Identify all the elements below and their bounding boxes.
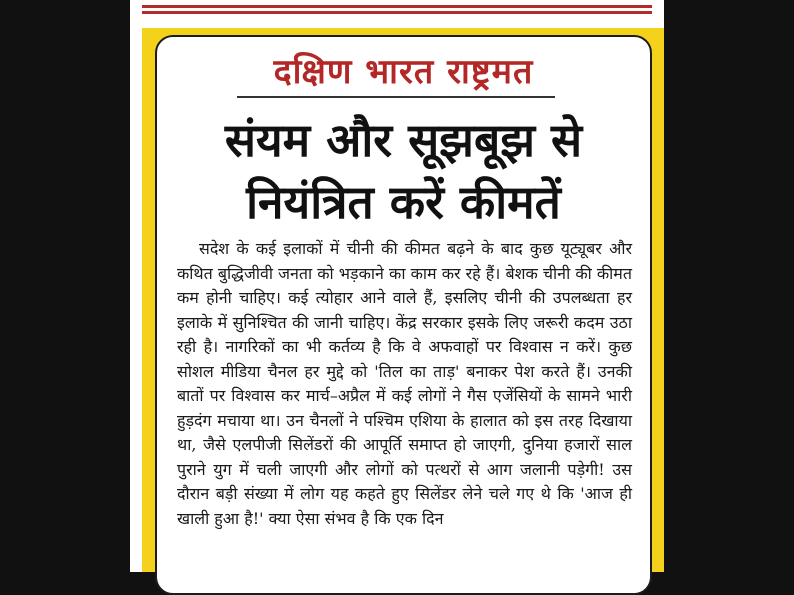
- top-rule: [142, 5, 652, 8]
- top-rule-second: [142, 11, 652, 14]
- article-paragraph: सदेश के कई इलाकों में चीनी की कीमत बढ़ने के बाद कुछ यूट्यूबर और कथित बुद्धिजीवी जनता को भड़काने का काम कर रहे हैं। बेशक चीनी की कीमत कम होनी चाहिए। कई त्योहार आने वाले हैं, इसलिए चीनी की उपलब्धता हर इलाके में सुनिश्चित की जानी चाहिए। केंद्र सरकार इसके लिए जरूरी कदम उठा रही है। नागरिकों का भी कर्तव्य है कि वे अफवाहों पर विश्वास न करें। कुछ सोशल मीडिया चैनल हर मुद्दे को 'तिल का ताड़' बनाकर पेश करते हैं। उनकी बातों पर विश्वास कर मार्च–अप्रैल में कई लोगों ने गैस एजेंसियों के सामने भारी हुड़दंग मचाया था। उन चैनलों ने पश्चिम एशिया के हालात को इस तरह दिखाया था, जैसे एलपीजी सिलेंडरों की आपूर्ति समाप्त हो जाएगी, दुनिया हजारों साल पुराने युग में चली जाएगी और लोगों को पत्थरों से आग जलानी पड़ेगी! उस दौरान बड़ी संख्या में लोग यह कहते हुए सिलेंडर लेने चले गए थे कि 'आज ही खाली हुआ है!' क्या ऐसा संभव है कि एक दिन: [177, 239, 632, 528]
- masthead-title: दक्षिण भारत राष्ट्रमत: [273, 52, 534, 92]
- headline-line-1: संयम और सूझबूझ से: [224, 113, 583, 167]
- editorial-card: [155, 35, 652, 595]
- article-body: [177, 237, 632, 531]
- headline-line-2: नियंत्रित करें कीमतें: [246, 175, 561, 229]
- headline: [157, 109, 650, 233]
- masthead-underline: [237, 96, 555, 98]
